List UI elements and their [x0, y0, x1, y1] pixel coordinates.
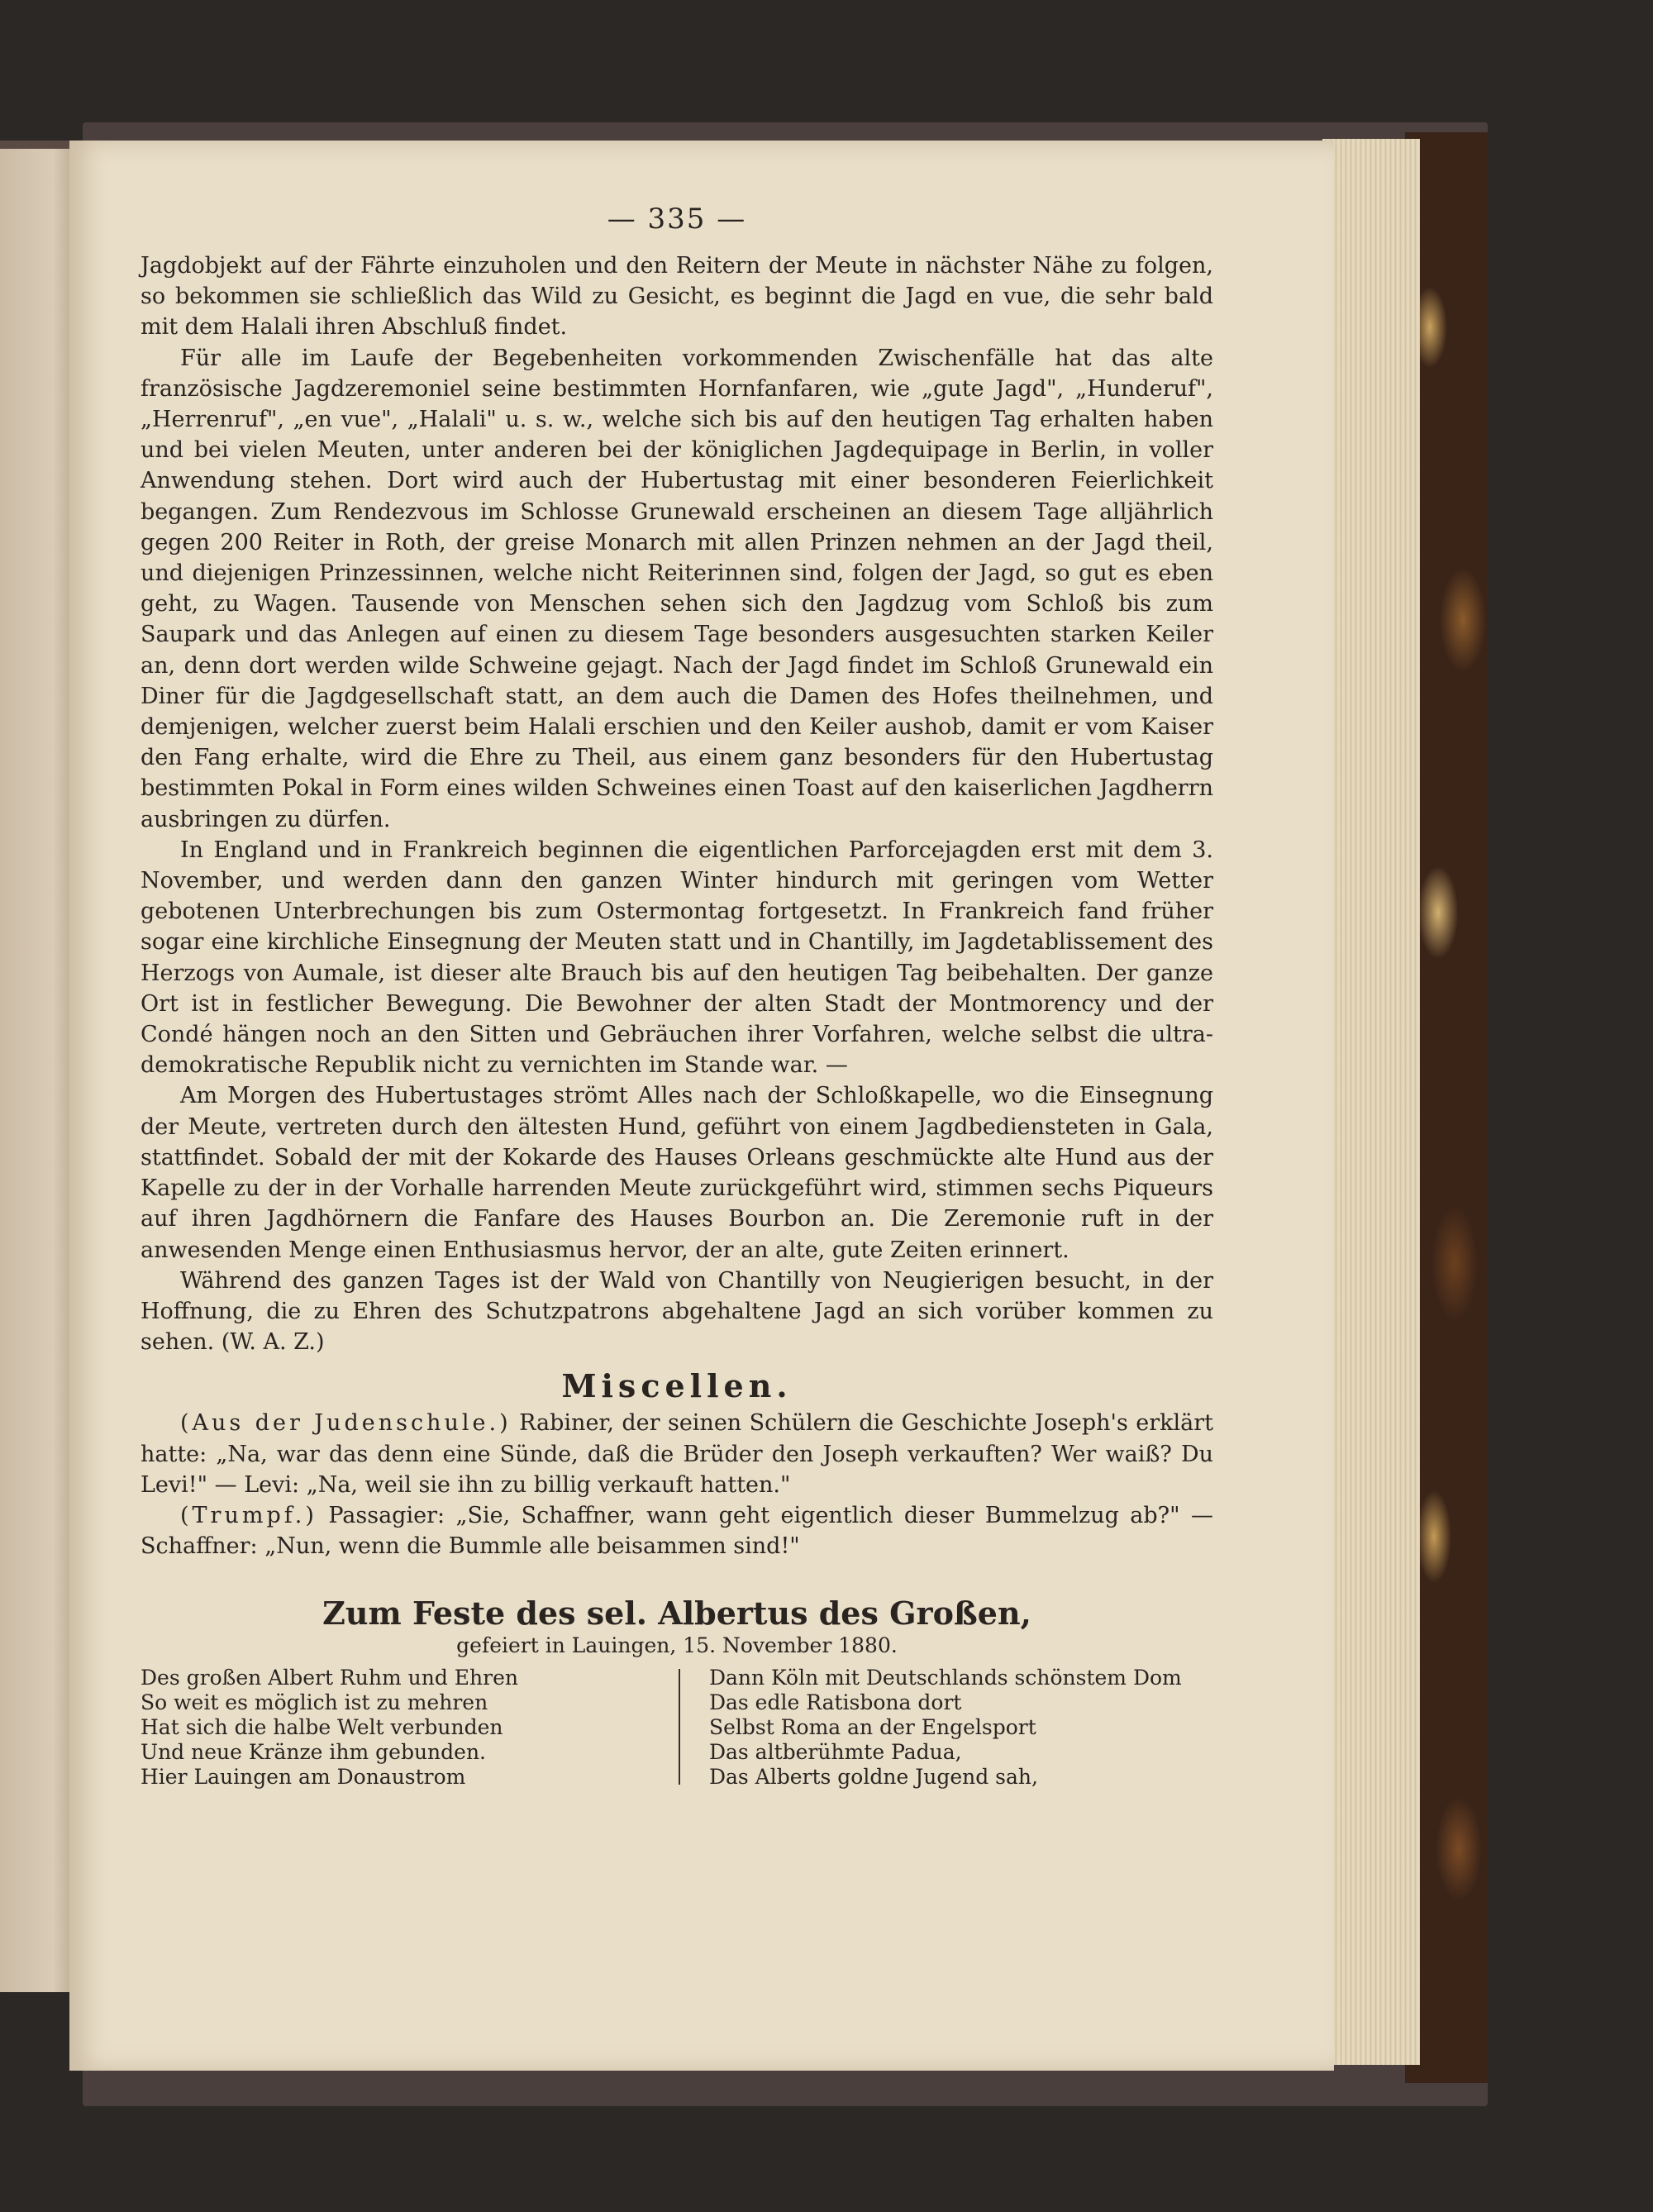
misc-item	[141, 1408, 1213, 1500]
paragraph: Jagdobjekt auf der Fährte einzuholen und den Reitern der Meute in nächster Nähe zu folgen, so bekommen sie schließlich das Wild zu Gesicht, es beginnt die Jagd en vue, die sehr bald mit dem Halali ihren Abschluß findet.	[141, 253, 1213, 341]
poem-line: So weit es möglich ist zu mehren	[141, 1690, 488, 1715]
poem-line: Und neue Kränze ihm gebunden.	[141, 1740, 487, 1765]
page-stack-edge	[1322, 139, 1420, 2065]
poem-title: Zum Feste des sel. Albertus des Großen,	[322, 1595, 1031, 1633]
left-page-edge	[0, 141, 76, 1992]
poem-line: Hier Lauingen am Donaustrom	[141, 1765, 466, 1790]
column-divider	[679, 1669, 680, 1785]
misc-text: Rabiner, der seinen Schülern die Geschichte Joseph's erklärt hatte: „Na, war das denn eine Sünde, daß die Brüder den Joseph verkauften? Wer waiß? Du Levi!" — Levi: „Na, weil sie ihn zu billig verkauft hatten."	[141, 1410, 1213, 1498]
page-number: — 335 —	[607, 203, 747, 236]
poem-line: Hat sich die halbe Welt verbunden	[141, 1715, 503, 1740]
misc-label: (Aus der Judenschule.)	[180, 1410, 512, 1437]
poem	[141, 1666, 1213, 1790]
page-content	[141, 203, 1213, 1790]
poem-left-column	[141, 1666, 645, 1790]
poem-line: Das edle Ratisbona dort	[708, 1690, 962, 1715]
paragraph: Für alle im Laufe der Begebenheiten vorkommenden Zwischenfälle hat das alte französische Jagdzeremoniel seine bestimmten Hornfanfaren, wie „gute Jagd", „Hunderuf", „Herrenruf", „en vue", „Halali" u. s. w., welche sich bis auf den heutigen Tag erhalten haben und bei vielen Meuten, unter anderen bei der königlichen Jagdequipage in Berlin, in voller Anwendung stehen. Dort wird auch der Hubertustag mit einer besonderen Feierlichkeit begangen. Zum Rendezvous im Schlosse Grunewald erscheinen an diesem Tage alljährlich gegen 200 Reiter in Roth, der greise Monarch mit allen Prinzen nehmen an der Jagd theil, und diejenigen Prinzessinnen, welche nicht Reiterinnen sind, folgen der Jagd, so gut es eben geht, zu Wagen. Tausende von Menschen sehen sich den Jagdzug vom Schloß bis zum Saupark und das Anlegen auf einen zu diesem Tage besonders ausgesuchten starken Keiler an, denn dort werden wilde Schweine gejagt. Nach der Jagd findet im Schloß Grunewald ein Diner für die Jagdgesellschaft statt, an dem auch die Damen des Hofes theilnehmen, und demjenigen, welcher zuerst beim Halali erschien und den Keiler aushob, damit er vom Kaiser den Fang erhalte, wird die Ehre zu Theil, aus einem ganz besonders für den Hubertustag bestimmten Pokal in Form eines wilden Schweines einen Toast auf den kaiserlichen Jagdherrn ausbringen zu dürfen.	[141, 345, 1213, 832]
poem-line: Selbst Roma an der Engelsport	[708, 1715, 1036, 1740]
paragraph: Während des ganzen Tages ist der Wald von Chantilly von Neugierigen besucht, in der Hoffnung, die zu Ehren des Schutzpatrons abgehaltene Jagd an sich vorüber kommen zu sehen. (W. A. Z.)	[141, 1267, 1213, 1356]
poem-line: Das altberühmte Padua,	[708, 1740, 962, 1765]
poem-line: Des großen Albert Ruhm und Ehren	[141, 1666, 518, 1690]
poem-line: Dann Köln mit Deutschlands schönstem Dom	[708, 1666, 1182, 1690]
miscellen-title: Miscellen.	[561, 1367, 793, 1405]
poem-subtitle: gefeiert in Lauingen, 15. November 1880.	[456, 1633, 898, 1658]
paragraph: In England und in Frankreich beginnen die eigentlichen Parforcejagden erst mit dem 3. November, und werden dann den ganzen Winter hindurch mit geringen vom Wetter gebotenen Unterbrechungen bis zum Ostermontag fortgesetzt. In Frankreich fand früher sogar eine kirchliche Einsegnung der Meuten statt und in Chantilly, im Jagdetablissement des Herzogs von Aumale, ist dieser alte Brauch bis auf den heutigen Tag beibehalten. Der ganze Ort ist in festlicher Bewegung. Die Bewohner der alten Stadt der Montmorency und der Condé hängen noch an den Sitten und Gebräuchen ihrer Vorfahren, welche selbst die ultra-demokratische Republik nicht zu vernichten im Stande war. —	[141, 837, 1213, 1079]
poem-line: Das Alberts goldne Jugend sah,	[708, 1765, 1038, 1790]
misc-item	[141, 1500, 1213, 1561]
poem-right-column	[679, 1666, 1213, 1790]
paragraph: Am Morgen des Hubertustages strömt Alles nach der Schloßkapelle, wo die Einsegnung der Meute, vertreten durch den ältesten Hund, geführt von einem Jagdbediensteten in Gala, stattfindet. Sobald der mit der Kokarde des Hauses Orleans geschmückte alte Hund aus der Kapelle zu der in der Vorhalle harrenden Meute zurückgeführt wird, stimmen sechs Piqueurs auf ihren Jagdhörnern die Fanfare des Hauses Bourbon an. Die Zeremonie ruft in der anwesenden Menge einen Enthusiasmus hervor, der an alte, gute Zeiten erinnert.	[141, 1083, 1213, 1263]
body-text	[141, 250, 1213, 1357]
misc-label: (Trumpf.)	[180, 1502, 317, 1528]
miscellen	[141, 1408, 1213, 1561]
misc-text: Passagier: „Sie, Schaffner, wann geht eigentlich dieser Bummelzug ab?" — Schaffner: „Nun, wenn die Bummle alle beisammen sind!"	[141, 1502, 1213, 1560]
